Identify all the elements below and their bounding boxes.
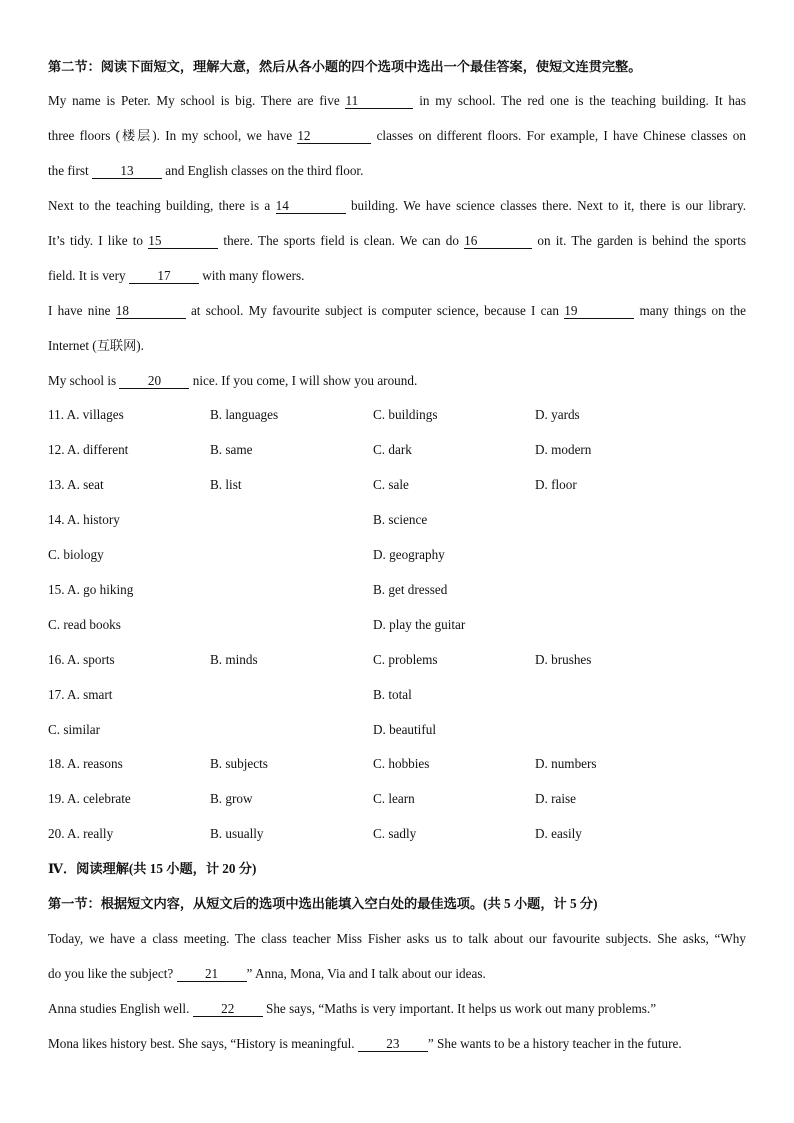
option-11b[interactable]: B. languages [210, 407, 279, 422]
option-20a[interactable]: 20. A. really [48, 826, 114, 841]
option-16d[interactable]: D. brushes [535, 652, 592, 667]
option-19d[interactable]: D. raise [535, 791, 577, 806]
passage1-line-2: three floors (楼层). In my school, we have 12 classes on different floors. For example, I have Chinese classes on [48, 128, 746, 143]
blank-12[interactable]: 12 [297, 129, 371, 144]
blank-20[interactable]: 20 [119, 374, 189, 389]
option-18d[interactable]: D. numbers [535, 756, 597, 771]
blank-23[interactable]: 23 [358, 1037, 428, 1052]
option-20d[interactable]: D. easily [535, 826, 582, 841]
option-11c[interactable]: C. buildings [373, 407, 438, 422]
option-12b[interactable]: B. same [210, 442, 253, 457]
option-13b[interactable]: B. list [210, 477, 242, 492]
option-11a[interactable]: 11. A. villages [48, 407, 124, 422]
blank-15[interactable]: 15 [148, 234, 218, 249]
passage1-line-7: I have nine 18 at school. My favourite subject is computer science, because I can 19 many things on the [48, 303, 747, 318]
option-19c[interactable]: C. learn [373, 791, 415, 806]
option-14a[interactable]: 14. A. history [48, 512, 120, 527]
blank-21[interactable]: 21 [177, 967, 247, 982]
option-17a[interactable]: 17. A. smart [48, 687, 113, 702]
blank-22[interactable]: 22 [193, 1002, 263, 1017]
option-12d[interactable]: D. modern [535, 442, 592, 457]
option-12a[interactable]: 12. A. different [48, 442, 129, 457]
option-17c[interactable]: C. similar [48, 722, 101, 737]
part-4-section-1-heading: 第一节：根据短文内容，从短文后的选项中选出能填入空白处的最佳选项。(共 5 小题，计 5 分) [48, 896, 598, 911]
passage1-line-9: My school is 20 nice. If you come, I will show you around. [48, 373, 418, 388]
blank-11[interactable]: 11 [345, 94, 413, 109]
blank-19[interactable]: 19 [564, 304, 634, 319]
option-16a[interactable]: 16. A. sports [48, 652, 115, 667]
option-16b[interactable]: B. minds [210, 652, 258, 667]
section-2-heading: 第二节：阅读下面短文，理解大意，然后从各小题的四个选项中选出一个最佳答案，使短文连贯完整。 [48, 59, 642, 74]
passage2-line-2: do you like the subject? 21 ” Anna, Mona, Via and I talk about our ideas. [48, 966, 486, 981]
passage1-line-5: It’s tidy. I like to 15 there. The sports field is clean. We can do 16 on it. The garden is behind the sports [48, 233, 746, 248]
passage1-line-3: the first 13 and English classes on the third floor. [48, 163, 364, 178]
passage1-line-6: field. It is very 17 with many flowers. [48, 268, 305, 283]
option-14d[interactable]: D. geography [373, 547, 445, 562]
option-15d[interactable]: D. play the guitar [373, 617, 466, 632]
option-15b[interactable]: B. get dressed [373, 582, 448, 597]
blank-13[interactable]: 13 [92, 164, 162, 179]
passage1-line-8: Internet (互联网). [48, 338, 144, 353]
option-14b[interactable]: B. science [373, 512, 428, 527]
blank-18[interactable]: 18 [116, 304, 186, 319]
option-14c[interactable]: C. biology [48, 547, 104, 562]
passage2-line-4: Mona likes history best. She says, “History is meaningful. 23 ” She wants to be a history teacher in the future. [48, 1036, 682, 1051]
blank-17[interactable]: 17 [129, 269, 199, 284]
option-13d[interactable]: D. floor [535, 477, 577, 492]
blank-14[interactable]: 14 [276, 199, 346, 214]
passage1-line-4: Next to the teaching building, there is a 14 building. We have science classes there. Next to it, there is our library. [48, 198, 747, 213]
option-18a[interactable]: 18. A. reasons [48, 756, 123, 771]
option-13a[interactable]: 13. A. seat [48, 477, 104, 492]
option-11d[interactable]: D. yards [535, 407, 580, 422]
passage2-line-1: Today, we have a class meeting. The class teacher Miss Fisher asks us to talk about our favourite subjects. She asks, “Why [48, 931, 746, 946]
option-17d[interactable]: D. beautiful [373, 722, 436, 737]
option-19b[interactable]: B. grow [210, 791, 253, 806]
passage2-line-3: Anna studies English well. 22 She says, “Maths is very important. It helps us work out many problems.” [48, 1001, 657, 1016]
option-13c[interactable]: C. sale [373, 477, 409, 492]
option-18c[interactable]: C. hobbies [373, 756, 430, 771]
blank-16[interactable]: 16 [464, 234, 532, 249]
option-16c[interactable]: C. problems [373, 652, 438, 667]
option-20b[interactable]: B. usually [210, 826, 264, 841]
option-18b[interactable]: B. subjects [210, 756, 268, 771]
option-15c[interactable]: C. read books [48, 617, 121, 632]
option-19a[interactable]: 19. A. celebrate [48, 791, 131, 806]
option-15a[interactable]: 15. A. go hiking [48, 582, 134, 597]
part-4-heading: Ⅳ．阅读理解(共 15 小题，计 20 分) [48, 861, 257, 876]
option-12c[interactable]: C. dark [373, 442, 412, 457]
option-17b[interactable]: B. total [373, 687, 412, 702]
option-20c[interactable]: C. sadly [373, 826, 417, 841]
passage1-line-1: My name is Peter. My school is big. There are five 11 in my school. The red one is the teaching building. It has [48, 93, 746, 108]
